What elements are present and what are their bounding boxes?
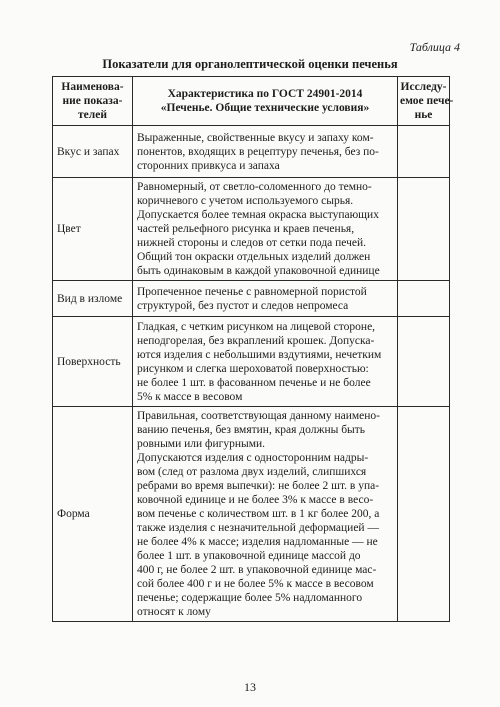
row-sample-cell [398, 126, 450, 178]
row-sample-cell [398, 407, 450, 622]
text-line: Пропеченное печенье с равномерной пористой [137, 285, 367, 298]
text-line: не более 4% к массе; изделия надломанные — не [137, 536, 378, 548]
text-line: сторонних привкуса и запаха [137, 159, 280, 172]
row-sample-cell [398, 178, 450, 281]
text-line: ковочной единице и не более 3% к массе в весо- [137, 494, 374, 506]
text-line: Равномерный, от светло-соломенного до темно- [137, 181, 372, 193]
text-line: 5% к массе в весовом [137, 390, 243, 403]
text-line: также изделия с незначительной деформацией — [137, 522, 379, 534]
table-row [53, 407, 450, 622]
text-line: ние показа- [62, 95, 123, 107]
text-line: ровными или фигурными. [137, 438, 266, 450]
row-name: Вкус и запах [53, 126, 133, 178]
text-line: Гладкая, с четким рисунком на лицевой стороне, [137, 320, 376, 333]
row-name: Цвет [53, 178, 133, 281]
text-line: вом (след от разлома двух изделий, слипшихся [137, 466, 367, 478]
table-number-label: Таблица 4 [409, 40, 460, 54]
row-name: Форма [53, 407, 133, 622]
text-line: не более 1 шт. в фасованном печенье и не более [137, 376, 371, 389]
text-line: ванию печенья, без вмятин, края должны быть [137, 424, 366, 436]
row-name: Вид в изломе [53, 281, 133, 317]
text-line: относят к лому [137, 606, 211, 618]
text-line: Правильная, соответствующая данному наимено- [137, 410, 380, 422]
row-description [133, 317, 398, 407]
table-row [53, 317, 450, 407]
text-line: понентов, входящих в рецептуру печенья, без по- [137, 145, 379, 158]
text-line: телей [78, 109, 107, 121]
header-indicator-name [53, 77, 133, 126]
text-line: нье [414, 109, 433, 121]
row-description [133, 407, 398, 622]
table-row [53, 178, 450, 281]
table-caption: Показатели для органолептической оценки печенья [102, 57, 398, 71]
row-description [133, 178, 398, 281]
text-line: ребрами во время выпечки): не более 2 шт. в упа- [137, 480, 380, 492]
text-line: Выраженные, свойственные вкусу и запаху ком- [137, 131, 374, 144]
text-line: неподгорелая, без вкраплений крошек. Допуска- [137, 334, 375, 347]
text-line: коричневого с учетом используемого сырья. [137, 195, 354, 207]
page-number: 13 [244, 680, 256, 694]
text-line: Допускается более темная окраска выступающих [137, 209, 379, 221]
text-line: рисунком и слегка шероховатой поверхностью: [137, 362, 369, 375]
table-header-row [53, 77, 450, 126]
text-line: 400 г, не более 2 шт. в упаковочной единице мас- [137, 564, 377, 576]
text-line: Характеристика по ГОСТ 24901-2014 [167, 88, 363, 100]
row-description [133, 126, 398, 178]
text-line: Наименова- [61, 81, 124, 93]
text-line: Общий тон окраски отдельных изделий должен [137, 251, 371, 263]
text-line: «Печенье. Общие технические условия» [160, 102, 370, 114]
row-sample-cell [398, 317, 450, 407]
text-line: вом печенье с количеством шт. в 1 кг более 200, а [137, 508, 380, 520]
text-line: печенье; содержащие более 5% надломанного [137, 592, 363, 604]
header-gost-characteristic [133, 77, 398, 126]
row-name: Поверхность [53, 317, 133, 407]
text-line: быть одинаковым в каждой упаковочной единице [137, 265, 380, 277]
text-line: нижней стороны и следов от сетки пода печей. [137, 237, 367, 249]
text-line: частей рельефного рисунка и краев печенья, [137, 223, 355, 235]
row-sample-cell [398, 281, 450, 317]
text-line: Исследу- [400, 81, 447, 93]
table-row [53, 126, 450, 178]
text-line: сой более 400 г и не более 5% к массе в весовом [137, 578, 374, 590]
row-description [133, 281, 398, 317]
text-line: более 1 шт. в упаковочной единице массой до [137, 550, 361, 562]
text-line: структурой, без пустот и следов непромеса [137, 299, 349, 312]
table-row [53, 281, 450, 317]
text-line: емое пече- [400, 95, 454, 107]
header-tested-sample [398, 77, 454, 126]
organoleptic-table [52, 76, 454, 622]
text-line: ются изделия с небольшими вздутиями, нечетким [137, 348, 382, 361]
text-line: Допускаются изделия с односторонним надры- [137, 452, 369, 464]
